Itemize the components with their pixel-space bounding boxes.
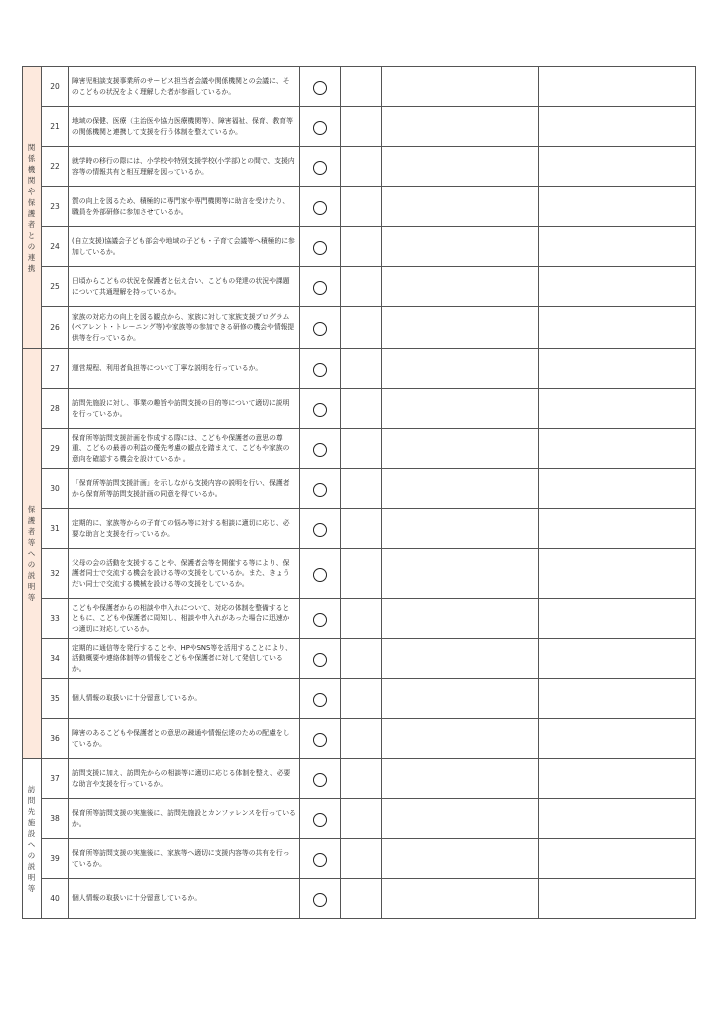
item-question: 訪問支援に加え、訪問先からの相談等に適切に応じる体制を整え、必要な助言や支援を行っているか。 xyxy=(69,759,300,799)
circle-mark-icon xyxy=(313,523,327,537)
circle-mark-icon xyxy=(313,853,327,867)
circle-mark-icon xyxy=(313,733,327,747)
circle-mark-icon xyxy=(313,893,327,907)
status-comment-cell[interactable] xyxy=(382,147,539,187)
table-row xyxy=(23,719,696,759)
table-row xyxy=(23,549,696,599)
item-number: 31 xyxy=(42,509,69,549)
item-number: 38 xyxy=(42,799,69,839)
circle-mark-icon xyxy=(313,613,327,627)
answer-no-cell[interactable] xyxy=(341,187,382,227)
category-label: 関係機関や保護者との連携 xyxy=(27,142,37,273)
answer-no-cell[interactable] xyxy=(341,549,382,599)
status-comment-cell[interactable] xyxy=(382,799,539,839)
status-comment-cell[interactable] xyxy=(382,759,539,799)
item-question: 父母の会の活動を支援することや、保護者会等を開催する等により、保護者同士で交流する機会を設ける等の支援をしているか。また、きょうだい同士で交流する機械を設ける等の支援をしているか。 xyxy=(69,549,300,599)
item-question: 家族の対応力の向上を図る観点から、家族に対して家族支援プログラム(ペアレント・トレーニング等)や家族等の参加できる研修の機会や情報提供等を行っているか。 xyxy=(69,307,300,349)
status-comment-cell[interactable] xyxy=(382,349,539,389)
answer-yes-cell[interactable] xyxy=(300,67,341,107)
item-question: 日頃からこどもの状況を保護者と伝え合い、こどもの発達の状況や課題について共通理解を持っているか。 xyxy=(69,267,300,307)
status-comment-cell[interactable] xyxy=(382,549,539,599)
answer-no-cell[interactable] xyxy=(341,719,382,759)
circle-mark-icon xyxy=(313,568,327,582)
answer-no-cell[interactable] xyxy=(341,799,382,839)
item-question: 障害のあるこどもや保護者との意思の疎通や情報伝達のための配慮をしているか。 xyxy=(69,719,300,759)
circle-mark-icon xyxy=(313,281,327,295)
table-row xyxy=(23,67,696,107)
table-row xyxy=(23,267,696,307)
answer-no-cell[interactable] xyxy=(341,509,382,549)
answer-no-cell[interactable] xyxy=(341,469,382,509)
answer-yes-cell[interactable] xyxy=(300,147,341,187)
answer-no-cell[interactable] xyxy=(341,349,382,389)
table-row xyxy=(23,389,696,429)
table-row xyxy=(23,839,696,879)
status-comment-cell[interactable] xyxy=(382,187,539,227)
table-row xyxy=(23,679,696,719)
circle-mark-icon xyxy=(313,241,327,255)
evaluation-table xyxy=(22,66,696,919)
answer-yes-cell[interactable] xyxy=(300,599,341,639)
item-number: 33 xyxy=(42,599,69,639)
item-number: 39 xyxy=(42,839,69,879)
answer-no-cell[interactable] xyxy=(341,107,382,147)
answer-yes-cell[interactable] xyxy=(300,549,341,599)
improvement-plan-cell[interactable] xyxy=(539,349,696,389)
improvement-plan-cell[interactable] xyxy=(539,799,696,839)
answer-yes-cell[interactable] xyxy=(300,187,341,227)
evaluation-sheet xyxy=(22,66,695,919)
item-question: 保育所等訪問支援の実施後に、訪問先施設とカンファレンスを行っているか。 xyxy=(69,799,300,839)
circle-mark-icon xyxy=(313,161,327,175)
improvement-plan-cell[interactable] xyxy=(539,67,696,107)
category-label: 保護者等への説明等 xyxy=(27,505,37,602)
improvement-plan-cell[interactable] xyxy=(539,839,696,879)
item-number: 21 xyxy=(42,107,69,147)
table-row xyxy=(23,307,696,349)
status-comment-cell[interactable] xyxy=(382,469,539,509)
answer-no-cell[interactable] xyxy=(341,429,382,469)
improvement-plan-cell[interactable] xyxy=(539,147,696,187)
item-question: 保育所等訪問支援の実施後に、家族等へ適切に支援内容等の共有を行っているか。 xyxy=(69,839,300,879)
circle-mark-icon xyxy=(313,81,327,95)
category-cell xyxy=(23,349,42,759)
improvement-plan-cell[interactable] xyxy=(539,759,696,799)
table-row xyxy=(23,509,696,549)
answer-yes-cell[interactable] xyxy=(300,107,341,147)
circle-mark-icon xyxy=(313,403,327,417)
circle-mark-icon xyxy=(313,121,327,135)
improvement-plan-cell[interactable] xyxy=(539,389,696,429)
answer-no-cell[interactable] xyxy=(341,639,382,679)
status-comment-cell[interactable] xyxy=(382,879,539,919)
table-row xyxy=(23,187,696,227)
status-comment-cell[interactable] xyxy=(382,679,539,719)
answer-yes-cell[interactable] xyxy=(300,349,341,389)
status-comment-cell[interactable] xyxy=(382,227,539,267)
item-number: 26 xyxy=(42,307,69,349)
item-number: 24 xyxy=(42,227,69,267)
answer-yes-cell[interactable] xyxy=(300,429,341,469)
answer-no-cell[interactable] xyxy=(341,759,382,799)
category-label: 訪問先施設への説明等 xyxy=(27,784,37,893)
improvement-plan-cell[interactable] xyxy=(539,227,696,267)
table-row xyxy=(23,227,696,267)
improvement-plan-cell[interactable] xyxy=(539,107,696,147)
table-row xyxy=(23,599,696,639)
circle-mark-icon xyxy=(313,653,327,667)
status-comment-cell[interactable] xyxy=(382,267,539,307)
table-row xyxy=(23,799,696,839)
table-row xyxy=(23,469,696,509)
evaluation-table-body xyxy=(23,67,696,919)
item-number: 40 xyxy=(42,879,69,919)
item-question: 質の向上を図るため、積極的に専門家や専門機関等に助言を受けたり、職員を外部研修に参加させているか。 xyxy=(69,187,300,227)
item-number: 25 xyxy=(42,267,69,307)
table-row xyxy=(23,107,696,147)
status-comment-cell[interactable] xyxy=(382,509,539,549)
answer-yes-cell[interactable] xyxy=(300,307,341,349)
improvement-plan-cell[interactable] xyxy=(539,429,696,469)
table-row xyxy=(23,879,696,919)
item-question: 個人情報の取扱いに十分留意しているか。 xyxy=(69,879,300,919)
improvement-plan-cell[interactable] xyxy=(539,509,696,549)
status-comment-cell[interactable] xyxy=(382,107,539,147)
improvement-plan-cell[interactable] xyxy=(539,599,696,639)
item-question: 就学時の移行の際には、小学校や特別支援学校(小学部)との間で、支援内容等の情報共有と相互理解を図っているか。 xyxy=(69,147,300,187)
item-question: 障害児相談支援事業所のサービス担当者会議や関係機関との会議に、そのこどもの状況をよく理解した者が参画しているか。 xyxy=(69,67,300,107)
circle-mark-icon xyxy=(313,322,327,336)
improvement-plan-cell[interactable] xyxy=(539,267,696,307)
answer-no-cell[interactable] xyxy=(341,679,382,719)
answer-yes-cell[interactable] xyxy=(300,227,341,267)
answer-yes-cell[interactable] xyxy=(300,839,341,879)
table-row xyxy=(23,349,696,389)
item-question: 定期的に通信等を発行することや、HPやSNS等を活用することにより、活動概要や連絡体制等の情報をこどもや保護者に対して発信しているか。 xyxy=(69,639,300,679)
item-number: 28 xyxy=(42,389,69,429)
item-question: 運営規程、利用者負担等について丁寧な説明を行っているか。 xyxy=(69,349,300,389)
improvement-plan-cell[interactable] xyxy=(539,719,696,759)
circle-mark-icon xyxy=(313,813,327,827)
improvement-plan-cell[interactable] xyxy=(539,679,696,719)
answer-yes-cell[interactable] xyxy=(300,389,341,429)
answer-yes-cell[interactable] xyxy=(300,639,341,679)
table-row xyxy=(23,639,696,679)
category-cell xyxy=(23,759,42,919)
answer-no-cell[interactable] xyxy=(341,839,382,879)
answer-no-cell[interactable] xyxy=(341,879,382,919)
item-number: 35 xyxy=(42,679,69,719)
item-number: 27 xyxy=(42,349,69,389)
circle-mark-icon xyxy=(313,363,327,377)
status-comment-cell[interactable] xyxy=(382,389,539,429)
item-question: 「保育所等訪問支援計画」を示しながら支援内容の説明を行い、保護者から保育所等訪問支援計画の同意を得ているか。 xyxy=(69,469,300,509)
answer-yes-cell[interactable] xyxy=(300,679,341,719)
item-question: 保育所等訪問支援計画を作成する際には、こどもや保護者の意思の尊重、こどもの最善の利益の優先考慮の観点を踏まえて、こどもや家族の意向を確認する機会を設けているか 。 xyxy=(69,429,300,469)
answer-no-cell[interactable] xyxy=(341,227,382,267)
improvement-plan-cell[interactable] xyxy=(539,879,696,919)
item-question: 定期的に、家族等からの子育ての悩み等に対する相談に適切に応じ、必要な助言と支援を行っているか。 xyxy=(69,509,300,549)
answer-no-cell[interactable] xyxy=(341,67,382,107)
item-question: (自立支援)協議会子ども部会や地域の子ども・子育て会議等へ積極的に参加しているか。 xyxy=(69,227,300,267)
improvement-plan-cell[interactable] xyxy=(539,549,696,599)
improvement-plan-cell[interactable] xyxy=(539,469,696,509)
answer-yes-cell[interactable] xyxy=(300,719,341,759)
status-comment-cell[interactable] xyxy=(382,719,539,759)
answer-no-cell[interactable] xyxy=(341,267,382,307)
item-number: 23 xyxy=(42,187,69,227)
answer-yes-cell[interactable] xyxy=(300,509,341,549)
item-question: こどもや保護者からの相談や申入れについて、対応の体制を整備するとともに、こどもや保護者に周知し、相談や申入れがあった場合に迅速かつ適切に対応しているか。 xyxy=(69,599,300,639)
item-question: 地域の保健、医療（主治医や協力医療機関等）、障害福祉、保育、教育等の関係機関と連携して支援を行う体制を整えているか。 xyxy=(69,107,300,147)
circle-mark-icon xyxy=(313,483,327,497)
table-row xyxy=(23,147,696,187)
status-comment-cell[interactable] xyxy=(382,639,539,679)
circle-mark-icon xyxy=(313,693,327,707)
item-number: 32 xyxy=(42,549,69,599)
answer-no-cell[interactable] xyxy=(341,389,382,429)
circle-mark-icon xyxy=(313,201,327,215)
item-question: 訪問先施設に対し、事業の趣旨や訪問支援の目的等について適切に説明を行っているか。 xyxy=(69,389,300,429)
item-number: 30 xyxy=(42,469,69,509)
answer-no-cell[interactable] xyxy=(341,147,382,187)
answer-no-cell[interactable] xyxy=(341,307,382,349)
status-comment-cell[interactable] xyxy=(382,599,539,639)
status-comment-cell[interactable] xyxy=(382,67,539,107)
item-number: 37 xyxy=(42,759,69,799)
answer-yes-cell[interactable] xyxy=(300,759,341,799)
table-row xyxy=(23,429,696,469)
status-comment-cell[interactable] xyxy=(382,839,539,879)
answer-no-cell[interactable] xyxy=(341,599,382,639)
circle-mark-icon xyxy=(313,773,327,787)
status-comment-cell[interactable] xyxy=(382,429,539,469)
answer-yes-cell[interactable] xyxy=(300,469,341,509)
circle-mark-icon xyxy=(313,443,327,457)
improvement-plan-cell[interactable] xyxy=(539,307,696,349)
item-number: 20 xyxy=(42,67,69,107)
answer-yes-cell[interactable] xyxy=(300,799,341,839)
status-comment-cell[interactable] xyxy=(382,307,539,349)
item-number: 36 xyxy=(42,719,69,759)
item-question: 個人情報の取扱いに十分留意しているか。 xyxy=(69,679,300,719)
item-number: 34 xyxy=(42,639,69,679)
item-number: 29 xyxy=(42,429,69,469)
answer-yes-cell[interactable] xyxy=(300,879,341,919)
table-row xyxy=(23,759,696,799)
category-cell xyxy=(23,67,42,349)
improvement-plan-cell[interactable] xyxy=(539,639,696,679)
answer-yes-cell[interactable] xyxy=(300,267,341,307)
item-number: 22 xyxy=(42,147,69,187)
improvement-plan-cell[interactable] xyxy=(539,187,696,227)
